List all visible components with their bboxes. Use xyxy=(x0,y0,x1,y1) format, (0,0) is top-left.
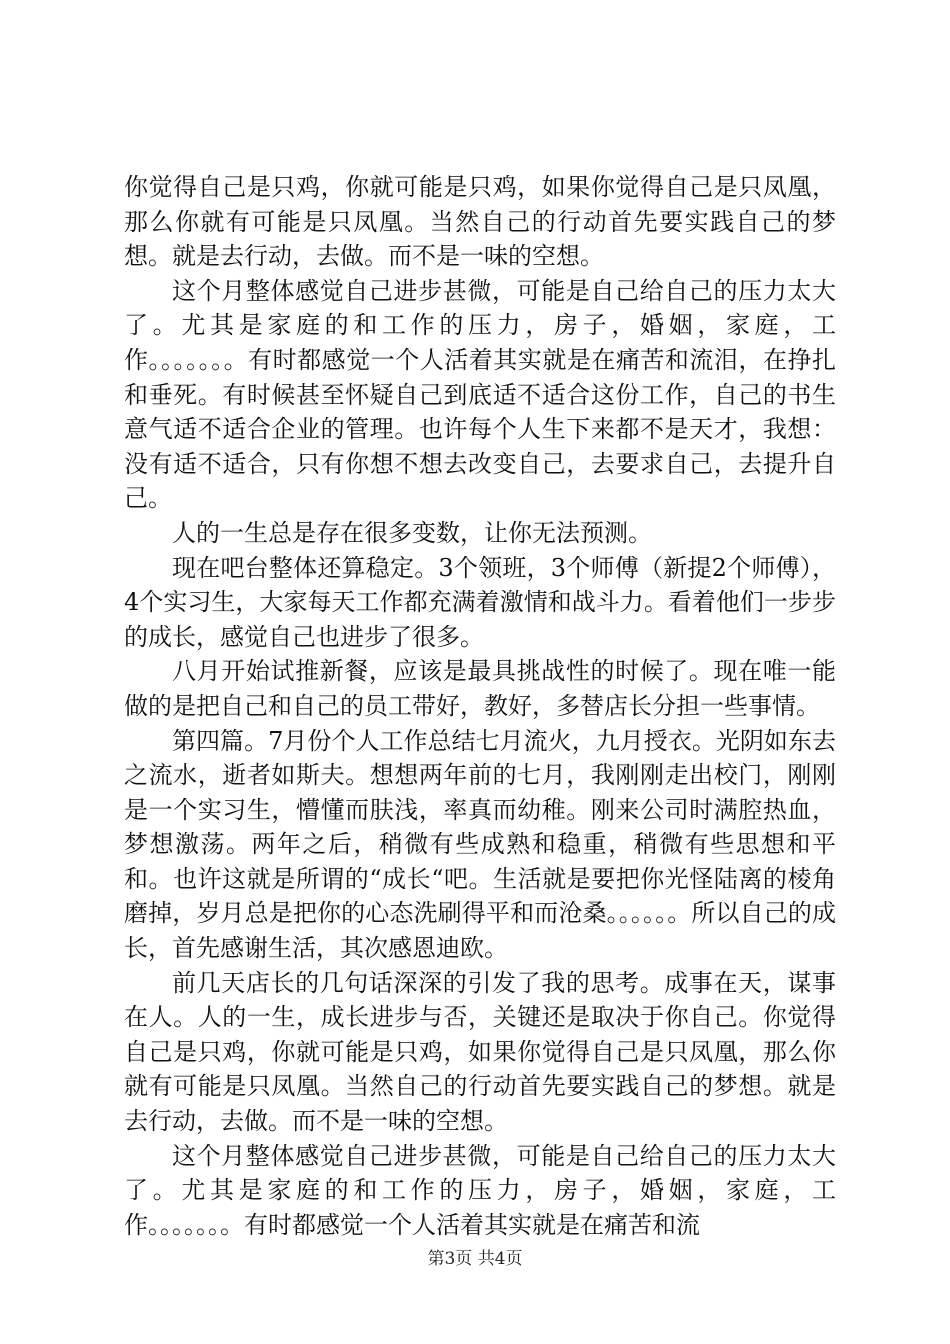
paragraph-6: 第四篇。7月份个人工作总结七月流火，九月授衣。光阴如东去之流水，逝者如斯夫。想想两年前的七月，我刚刚走出校门，刚刚是一个实习生，懵懂而肤浅，率真而幼稚。刚来公司时满腔热血，梦想激荡。两年之后，稍微有些成熟和稳重，稍微有些思想和平和。也许这就是所谓的“成长“吧。生活就是要把你光怪陆离的棱角磨掉，岁月总是把你的心态洗刷得平和而沧桑。。。。。。所以自己的成长，首先感谢生活，其次感恩迪欧。 xyxy=(124,726,836,963)
paragraph-8: 这个月整体感觉自己进步甚微，可能是自己给自己的压力太大了。尤其是家庭的和工作的压力，房子，婚姻，家庭，工作。。。。。。。有时都感觉一个人活着其实就是在痛苦和流 xyxy=(124,1141,836,1239)
document-body xyxy=(124,170,836,1242)
page-footer: 第3页 共4页 xyxy=(427,1249,523,1269)
paragraph-2: 这个月整体感觉自己进步甚微，可能是自己给自己的压力太大了。尤其是家庭的和工作的压力，房子，婚姻，家庭，工作。。。。。。。有时都感觉一个人活着其实就是在痛苦和流泪，在挣扎和垂死。有时候甚至怀疑自己到底适不适合这份工作，自己的书生意气适不适合企业的管理。也许每个人生下来都不是天才，我想：没有适不适合，只有你想不想去改变自己，去要求自己，去提升自己。 xyxy=(124,276,836,513)
paragraph-1: 你觉得自己是只鸡，你就可能是只鸡，如果你觉得自己是只凤凰，那么你就有可能是只凤凰。当然自己的行动首先要实践自己的梦想。就是去行动，去做。而不是一味的空想。 xyxy=(124,173,836,271)
paragraph-3: 人的一生总是存在很多变数，让你无法预测。 xyxy=(172,518,652,547)
paragraph-7: 前几天店长的几句话深深的引发了我的思考。成事在天，谋事在人。人的一生，成长进步与否，关键还是取决于你自己。你觉得自己是只鸡，你就可能是只鸡，如果你觉得自己是只凤凰，那么你就有可能是只凤凰。当然自己的行动首先要实践自己的梦想。就是去行动，去做。而不是一味的空想。 xyxy=(124,968,836,1136)
paragraph-4: 现在吧台整体还算稳定。3个领班，3个师傅（新提2个师傅），4个实习生，大家每天工作都充满着激情和战斗力。看着他们一步步的成长，感觉自己也进步了很多。 xyxy=(124,553,836,651)
paragraph-5: 八月开始试推新餐，应该是最具挑战性的时候了。现在唯一能做的是把自己和自己的员工带好，教好，多替店长分担一些事情。 xyxy=(124,657,836,720)
